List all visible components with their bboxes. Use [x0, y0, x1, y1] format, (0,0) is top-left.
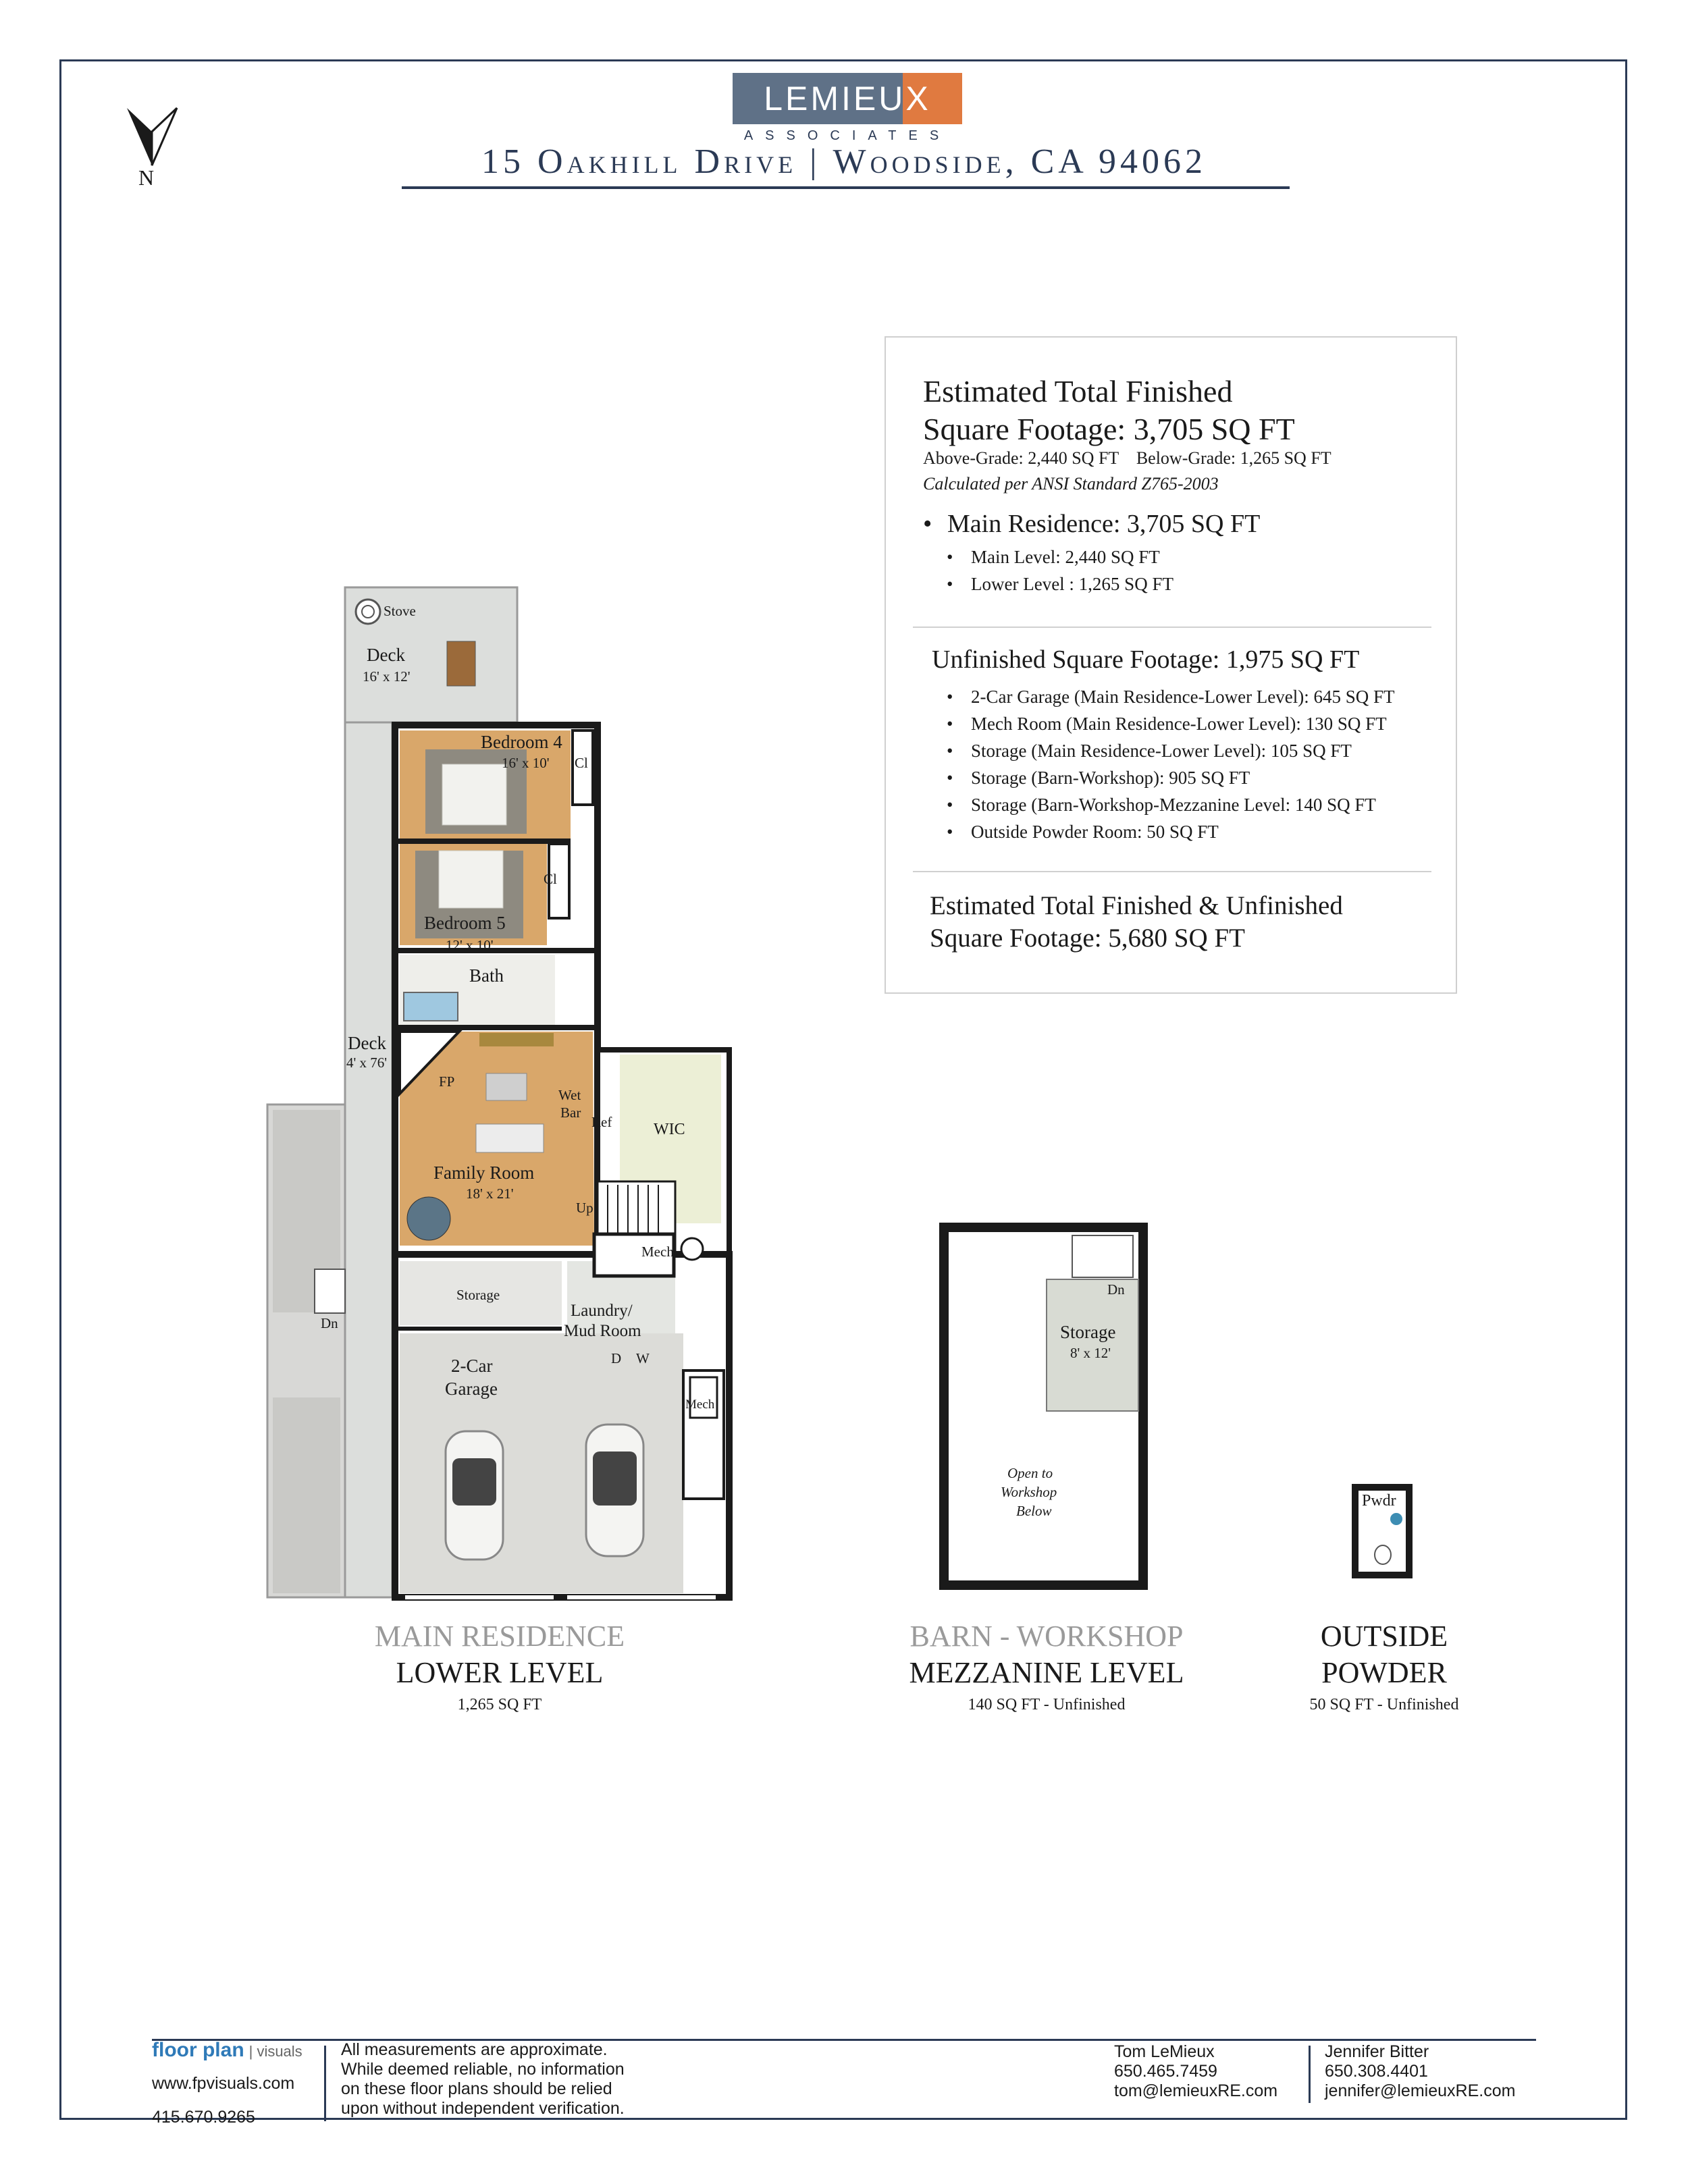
ref-label: Ref [591, 1114, 612, 1130]
powder-label: Pwdr [1362, 1492, 1396, 1510]
agent-name: Jennifer Bitter [1325, 2042, 1429, 2061]
logo-subtitle: ASSOCIATES [743, 128, 951, 143]
disclaimer-line: on these floor plans should be relied [341, 2079, 612, 2098]
main-caption-level: LOWER LEVEL [396, 1656, 604, 1689]
laundry-label: Laundry/ [571, 1302, 633, 1320]
list-item: • Outside Powder Room: 50 SQ FT [947, 818, 1395, 845]
main-caption: MAIN RESIDENCE [374, 1620, 625, 1653]
barn-caption-level: MEZZANINE LEVEL [909, 1656, 1184, 1689]
deck-top-dim: 16' x 12' [363, 668, 411, 685]
storage-label: Storage [456, 1287, 500, 1303]
sofa [476, 1124, 544, 1152]
disclaimer-line: upon without independent verification. [341, 2099, 625, 2118]
logo-wordmark: LEMIEUX [764, 80, 931, 117]
agent-jennifer [1325, 2042, 1515, 2101]
stairs-up-label: Up [576, 1200, 594, 1216]
list-item: • Storage (Barn-Workshop): 905 SQ FT [947, 764, 1395, 791]
grade-breakdown: Above-Grade: 2,440 SQ FT Below-Grade: 1,265 SQ FT [923, 448, 1331, 468]
patio-panel [273, 1397, 340, 1593]
agent-tom [1114, 2042, 1277, 2101]
agent-email[interactable]: tom@lemieuxRE.com [1114, 2081, 1278, 2100]
powder-caption-sqft: 50 SQ FT - Unfinished [1309, 1696, 1459, 1713]
grand-total-line1: Estimated Total Finished & Unfinished [930, 891, 1343, 920]
barn-stairs-down-label: Dn [1107, 1281, 1125, 1298]
agent-phone: 650.308.4401 [1325, 2062, 1428, 2081]
summary-title-line2: Square Footage: 3,705 SQ FT [923, 412, 1295, 446]
bedroom5-label: Bedroom 5 [424, 913, 506, 933]
side-deck [345, 587, 392, 1597]
open-to-label: Open to [1007, 1465, 1053, 1481]
washer-label: W [636, 1350, 650, 1366]
barn-caption: BARN - WORKSHOP [909, 1620, 1184, 1653]
bath-label: Bath [469, 965, 504, 986]
footer-separator [324, 2046, 326, 2121]
wet-bar-label: Wet [558, 1087, 581, 1103]
property-address: 15 Oakhill Drive | Woodside, CA 94062 [481, 142, 1207, 181]
open-to-label: Below [1016, 1503, 1052, 1519]
bedroom4-label: Bedroom 4 [481, 732, 562, 752]
wet-bar-label: Bar [560, 1104, 581, 1121]
stairs-down-label: Dn [321, 1315, 338, 1331]
fp-brand-visuals: visuals [257, 2043, 302, 2060]
disclaimer-line: All measurements are approximate. [341, 2040, 608, 2059]
north-label: N [138, 165, 155, 190]
fp-label: FP [439, 1073, 455, 1090]
stove-label: Stove [384, 603, 416, 619]
garage-label: Garage [445, 1379, 498, 1399]
deck-top-label: Deck [367, 645, 405, 665]
list-item: • Storage (Main Residence-Lower Level): 105 SQ FT [947, 737, 1395, 764]
fp-url: www.fpvisuals.com [152, 2074, 295, 2093]
fp-phone: 415.670.9265 [152, 2108, 255, 2127]
table [407, 1197, 450, 1240]
grand-total-line2: Square Footage: 5,680 SQ FT [930, 924, 1245, 953]
disclaimer-line: While deemed reliable, no information [341, 2060, 625, 2079]
bedroom4-dim: 16' x 10' [502, 755, 550, 771]
garage-label: 2-Car [451, 1356, 493, 1376]
coffee-table [486, 1073, 527, 1100]
bedroom5-dim: 12' x 10' [446, 937, 494, 953]
barn-stairs [1072, 1235, 1133, 1277]
main-caption-sqft: 1,265 SQ FT [457, 1696, 542, 1713]
list-item: • 2-Car Garage (Main Residence-Lower Level): 645 SQ FT [947, 683, 1395, 710]
open-to-label: Workshop [1001, 1484, 1057, 1500]
dryer-label: D [611, 1350, 622, 1366]
list-item: • Lower Level : 1,265 SQ FT [947, 570, 1173, 597]
tub [404, 992, 458, 1021]
barn-storage-dim: 8' x 12' [1070, 1345, 1111, 1361]
main-residence-total: • Main Residence: 3,705 SQ FT [923, 506, 1436, 541]
list-item: • Main Level: 2,440 SQ FT [947, 543, 1173, 570]
mech-label: Mech [685, 1397, 715, 1412]
closet-label: Cl [544, 871, 557, 887]
list-item: • Storage (Barn-Workshop-Mezzanine Level: 140 SQ FT [947, 791, 1395, 818]
list-item: • Mech Room (Main Residence-Lower Level): 130 SQ FT [947, 710, 1395, 737]
disclaimer [341, 2040, 625, 2119]
barn-storage-label: Storage [1060, 1322, 1116, 1342]
agent-email[interactable]: jennifer@lemieuxRE.com [1325, 2081, 1516, 2100]
dining-table-icon [447, 641, 475, 686]
bed [439, 851, 503, 908]
fp-brand: floor plan | visuals [152, 2039, 302, 2061]
agent-name: Tom LeMieux [1114, 2042, 1215, 2061]
agent-phone: 650.465.7459 [1114, 2062, 1217, 2081]
bed [442, 764, 506, 825]
family-room-dim: 18' x 21' [466, 1186, 514, 1202]
barn-caption-sqft: 140 SQ FT - Unfinished [968, 1696, 1126, 1713]
deck-side-dim: 4' x 76' [346, 1055, 388, 1071]
family-room-label: Family Room [433, 1163, 535, 1183]
ansi-standard: Calculated per ANSI Standard Z765-2003 [923, 474, 1219, 494]
fp-brand-name: floor plan [152, 2039, 244, 2061]
powder-caption: OUTSIDE [1320, 1620, 1448, 1653]
unfinished-title: Unfinished Square Footage: 1,975 SQ FT [932, 645, 1360, 674]
mech-label: Mech [641, 1244, 674, 1260]
closet-label: Cl [575, 755, 588, 771]
wic-label: WIC [654, 1121, 685, 1138]
footer-separator [1309, 2046, 1311, 2103]
deck-side-label: Deck [348, 1033, 386, 1053]
powder-caption-2: POWDER [1321, 1656, 1447, 1689]
mud-room-label: Mud Room [564, 1322, 641, 1340]
summary-title-line1: Estimated Total Finished [923, 374, 1233, 408]
